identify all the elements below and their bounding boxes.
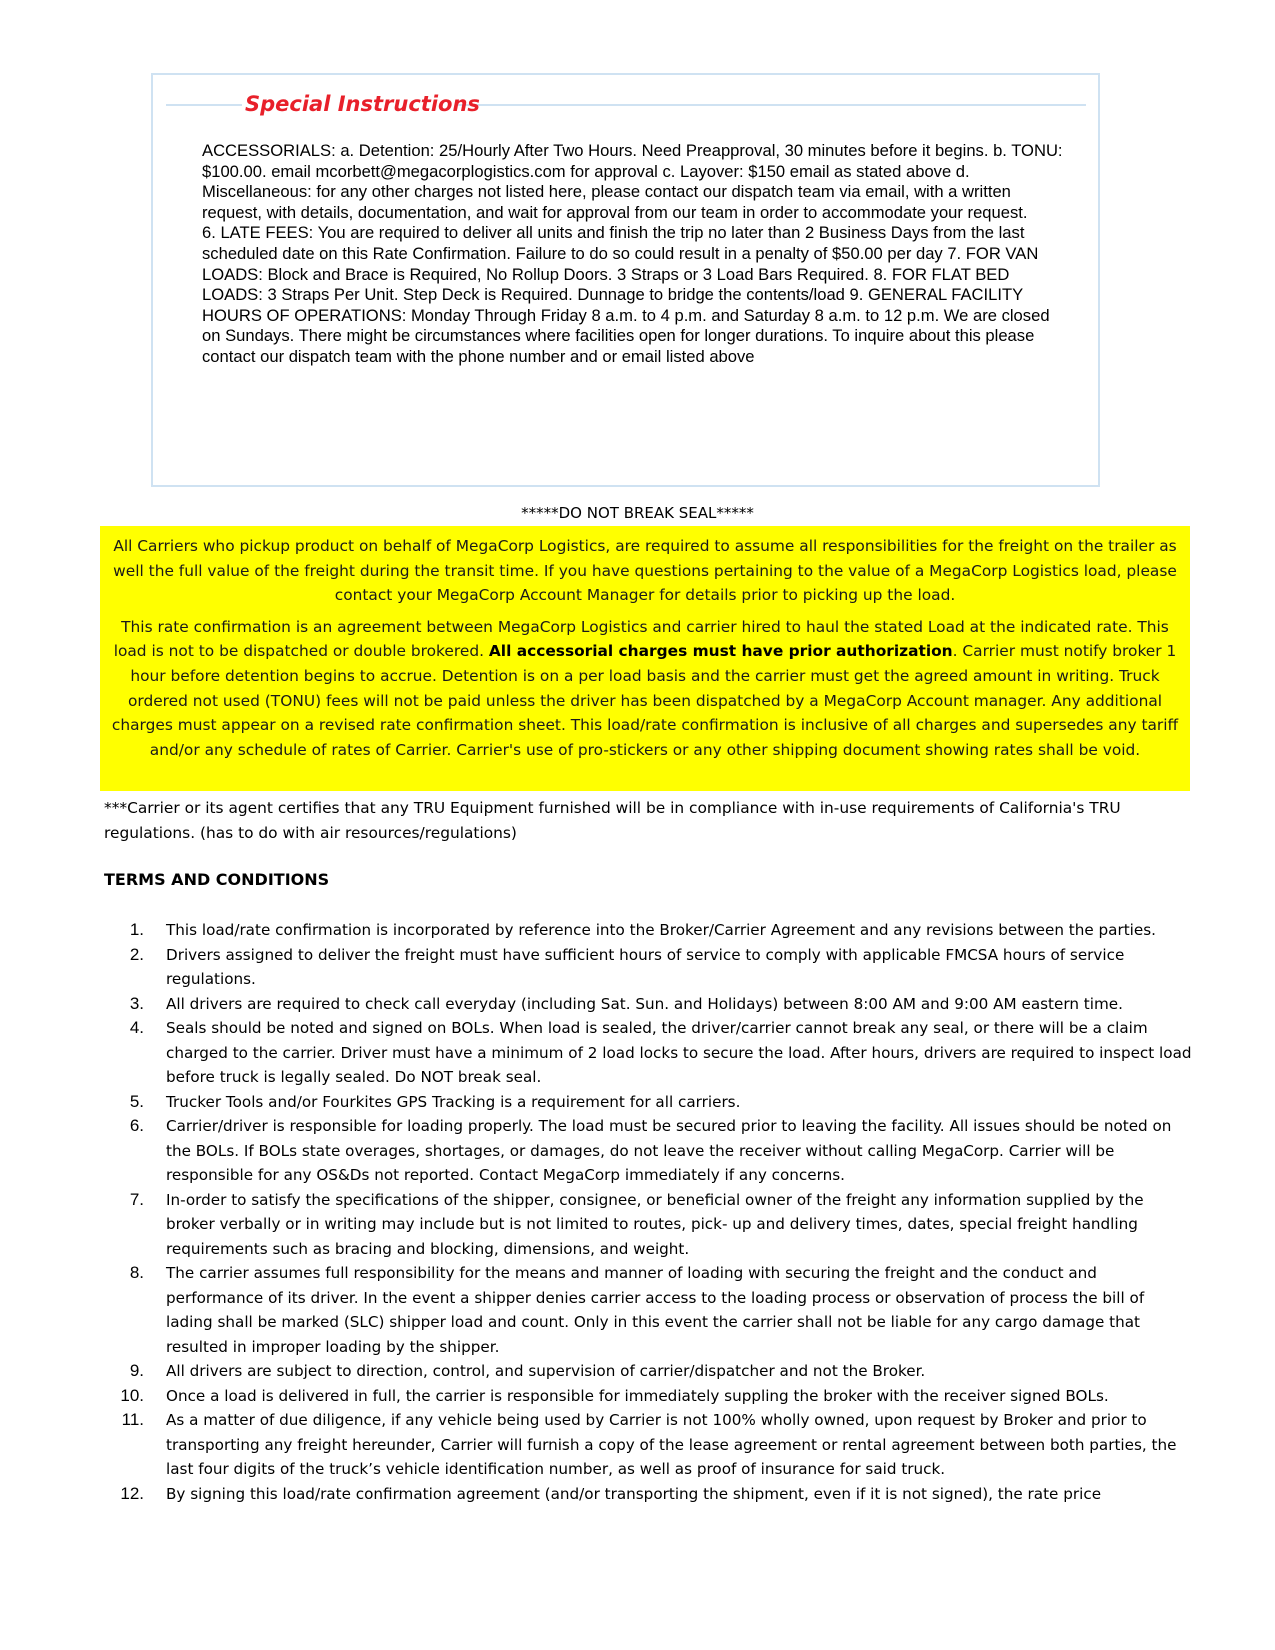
terms-item <box>104 1261 1194 1359</box>
terms-heading: TERMS AND CONDITIONS <box>104 870 330 889</box>
terms-item-text: Once a load is delivered in full, the carrier is responsible for immediately suppling the broker with the receiver signed BOLs. <box>166 1386 1109 1405</box>
terms-item-number: 12. <box>120 1483 144 1503</box>
terms-item-text: This load/rate confirmation is incorporated by reference into the Broker/Carrier Agreement and any revisions between the parties. <box>166 921 1156 939</box>
seal-notice: *****DO NOT BREAK SEAL***** <box>521 504 754 522</box>
terms-item-text: By signing this load/rate confirmation agreement (and/or transporting the shipment, even if it is not signed), the rate price <box>166 1484 1102 1503</box>
terms-item <box>104 1359 1194 1384</box>
terms-item-number: 6. <box>129 1116 144 1135</box>
terms-item <box>104 918 1194 943</box>
terms-item-number: 8. <box>129 1263 144 1282</box>
terms-item <box>104 1114 1194 1188</box>
terms-item <box>104 943 1194 992</box>
terms-item <box>104 1384 1194 1409</box>
terms-item <box>104 992 1194 1017</box>
terms-item-text: The carrier assumes full responsibility for the means and manner of loading with securing the freight and the conduct and performance of its driver. In the event a shipper denies carrier access to the loading process or observation of process the bill of lading shall be marked (SLC) shipper load and count. Only in this event the carrier shall not be liable for any cargo damage that resulted in improper loading by the shipper. <box>166 1264 1145 1356</box>
divider-line <box>166 104 242 106</box>
terms-item-text: As a matter of due diligence, if any vehicle being used by Carrier is not 100% wholly owned, upon request by Broker and prior to transporting any freight hereunder, Carrier will furnish a copy of the lease agreement or rental agreement between both parties, the last four digits of the truck’s vehicle identification number, as well as proof of insurance for said truck. <box>166 1411 1177 1478</box>
terms-item-number: 9. <box>129 1361 144 1380</box>
terms-item-text: In-order to satisfy the specifications of the shipper, consignee, or beneficial owner of the freight any information supplied by the broker verbally or in writing may include but is not limited to routes, pick- up and delivery times, dates, special freight handling requirements such as bracing and blocking, dimensions, and weight. <box>166 1190 1144 1258</box>
terms-item-number: 5. <box>129 1091 144 1111</box>
terms-item-text: Trucker Tools and/or Fourkites GPS Tracking is a requirement for all carriers. <box>166 1092 741 1111</box>
terms-item-text: Carrier/driver is responsible for loading properly. The load must be secured prior to leaving the facility. All issues should be noted on the BOLs. If BOLs state overages, shortages, or damages, do not leave the receiver without calling MegaCorp. Carrier will be responsible for any OS&Ds not reported. Contact MegaCorp immediately if any concerns. <box>166 1117 1172 1184</box>
terms-item-number: 3. <box>129 993 144 1013</box>
terms-item-number: 1. <box>129 920 144 939</box>
terms-item-number: 4. <box>129 1018 144 1037</box>
terms-item <box>104 1090 1194 1115</box>
terms-item-number: 2. <box>129 944 144 964</box>
freight-responsibility-paragraph: All Carriers who pickup product on behalf of MegaCorp Logistics, are required to assume all responsibilities for the freight on the trailer as well the full value of the freight during the transit time. If you have questions pertaining to the value of a MegaCorp Logistics load, please contact your MegaCorp Account Manager for details prior to picking up the load. <box>113 537 1177 605</box>
accessorial-authorization-bold: All accessorial charges must have prior authorization <box>488 642 953 661</box>
terms-item <box>104 1408 1194 1482</box>
terms-item-text: All drivers are required to check call everyday (including Sat. Sun. and Holidays) between 8:00 AM and 9:00 AM eastern time. <box>166 994 1123 1013</box>
late-fees-paragraph: 6. LATE FEES: You are required to deliver all units and finish the trip no later than 2 Business Days from the last scheduled date on this Rate Confirmation. Failure to do so could result in a penalty of $50.00 per day 7. FOR VAN LOADS: Block and Brace is Required, No Rollup Doors. 3 Straps or 3 Load Bars Required. 8. FOR FLAT BED LOADS: 3 Straps Per Unit. Step Deck is Required. Dunnage to bridge the contents/load 9. GENERAL FACILITY HOURS OF OPERATIONS: Monday Through Friday 8 a.m. to 4 p.m. and Saturday 8 a.m. to 12 p.m. We are closed on Sundays. There might be circumstances where facilities open for longer durations. To inquire about this please contact our dispatch team with the phone number and or email listed above <box>202 223 1050 366</box>
terms-item-number: 7. <box>129 1189 144 1209</box>
rate-agreement-paragraph <box>106 615 1184 763</box>
terms-item <box>104 1188 1194 1262</box>
terms-item-text: Drivers assigned to deliver the freight must have sufficient hours of service to comply with applicable FMCSA hours of service regulations. <box>166 945 1125 988</box>
special-instructions-title: Special Instructions <box>245 92 480 116</box>
terms-item-number: 10. <box>120 1385 144 1405</box>
rate-agreement-text-start: This rate confirmation is an agreement between MegaCorp Logistics and carrier hired to haul the stated Load at the indicated rate. This load is not to be dispatched or double brokered. <box>113 617 1169 661</box>
divider-line <box>458 104 1086 106</box>
special-instructions-text <box>202 141 1072 368</box>
terms-item-number: 11. <box>121 1410 144 1429</box>
carrier-responsibility-highlight <box>100 526 1190 791</box>
terms-item <box>104 1482 1194 1507</box>
terms-item <box>104 1016 1194 1090</box>
accessorials-paragraph: ACCESSORIALS: a. Detention: 25/Hourly After Two Hours. Need Preapproval, 30 minutes before it begins. b. TONU: $100.00. email mcorbett@megacorplogistics.com for approval c. Layover: $150 email as stated above d. Miscellaneous: for any other charges not listed here, please contact our dispatch team via email, with a written request, with details, documentation, and wait for approval from our team in order to accommodate your request. <box>202 141 1063 222</box>
rate-agreement-text-end: . Carrier must notify broker 1 hour before detention begins to accrue. Detention is on a per load basis and the carrier must get the agreed amount in writing. Truck ordered not used (TONU) fees will not be paid unless the driver has been dispatched by a MegaCorp Account manager. Any additional charges must appear on a revised rate confirmation sheet. This load/rate confirmation is inclusive of all charges and supersedes any tariff and/or any schedule of rates of Carrier. Carrier's use of pro-stickers or any other shipping document showing rates shall be void. <box>111 642 1179 759</box>
terms-item-text: Seals should be noted and signed on BOLs. When load is sealed, the driver/carrier cannot break any seal, or there will be a claim charged to the carrier. Driver must have a minimum of 2 load locks to secure the load. After hours, drivers are required to inspect load before truck is legally sealed. Do NOT break seal. <box>166 1019 1192 1086</box>
terms-item-text: All drivers are subject to direction, control, and supervision of carrier/dispatcher and not the Broker. <box>166 1362 926 1380</box>
terms-list <box>104 918 1194 1506</box>
tru-compliance-notice: ***Carrier or its agent certifies that any TRU Equipment furnished will be in compliance with in-use requirements of California's TRU regulations. (has to do with air resources/regulations) <box>104 799 1121 842</box>
